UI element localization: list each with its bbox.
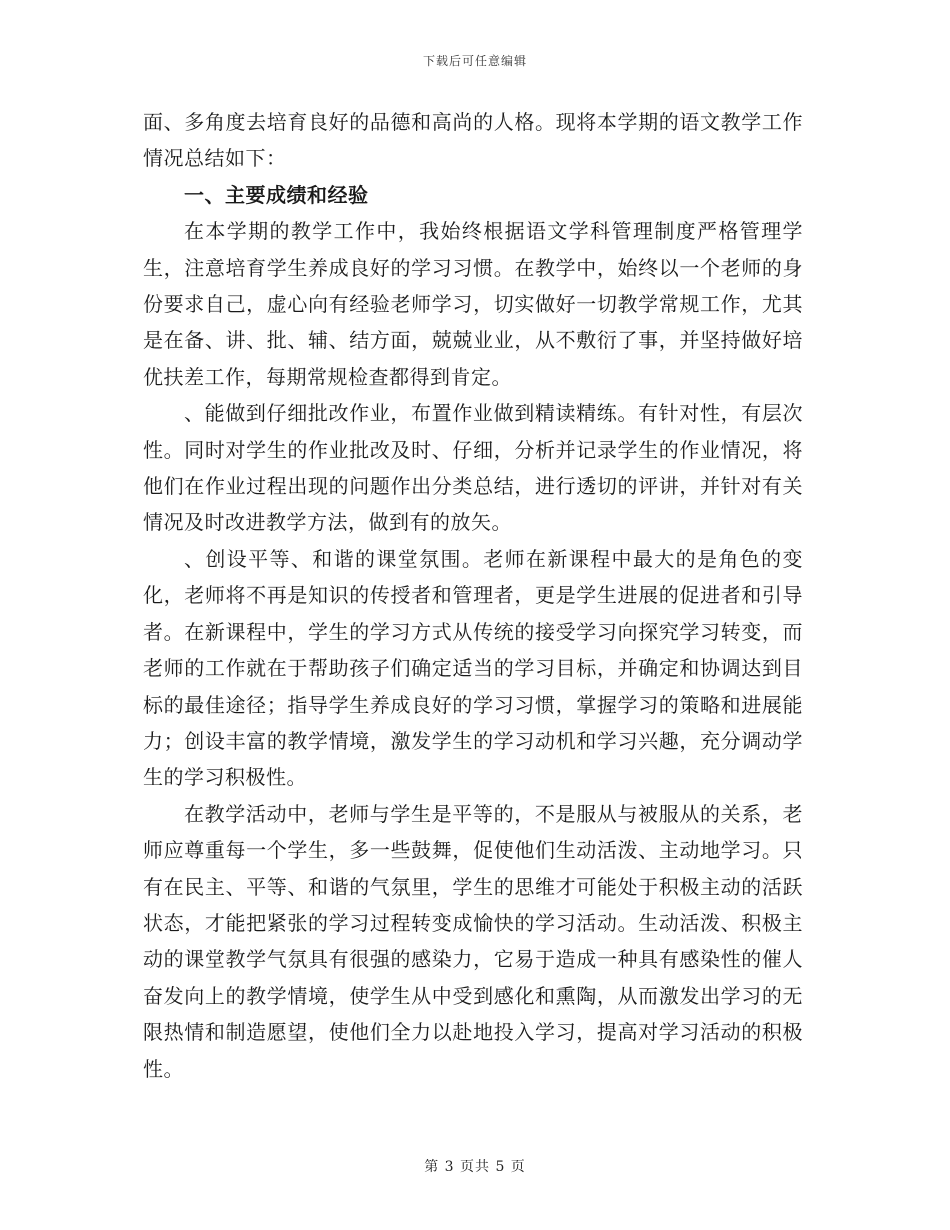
page-footer: 第 3 页共 5 页 [424, 1159, 526, 1175]
paragraph-teaching-work: 在本学期的教学工作中，我始终根据语文学科管理制度严格管理学生，注意培育学生养成良好的学习习惯。在教学中，始终以一个老师的身份要求自己，虚心向有经验老师学习，切实做好一切教学常规工作，尤其是在备、讲、批、辅、结方面，兢兢业业，从不敷衍了事，并坚持做好培优扶差工作，每期常规检查都得到肯定。 [143, 219, 803, 389]
paragraph-classroom-atmosphere: 、创设平等、和谐的课堂氛围。老师在新课程中最大的是角色的变化，老师将不再是知识的传授者和管理者，更是学生进展的促进者和引导者。在新课程中，学生的学习方式从传统的接受学习向探究学习转变，而老师的工作就在于帮助孩子们确定适当的学习目标，并确定和协调达到目标的最佳途径；指导学生养成良好的学习习惯，掌握学习的策略和进展能力；创设丰富的教学情境，激发学生的学习动机和学习兴趣，充分调动学生的学习积极性。 [143, 546, 803, 790]
paragraph-teacher-student-equality: 在教学活动中，老师与学生是平等的，不是服从与被服从的关系，老师应尊重每一个学生，多一些鼓舞，促使他们生动活泼、主动地学习。只有在民主、平等、和谐的气氛里，学生的思维才可能处于积极主动的活跃状态，才能把紧张的学习过程转变成愉快的学习活动。生动活泼、积极主动的课堂教学气氛具有很强的感染力，它易于造成一种具有感染性的催人奋发向上的教学情境，使学生从中受到感化和熏陶，从而激发出学习的无限热情和制造愿望，使他们全力以赴地投入学习，提高对学习活动的积极性。 [143, 801, 803, 1081]
section-heading: 一、主要成绩和经验 [184, 182, 369, 207]
paragraph-homework: 、能做到仔细批改作业，布置作业做到精读精练。有针对性，有层次性。同时对学生的作业批改及时、仔细，分析并记录学生的作业情况，将他们在作业过程出现的问题作出分类总结，进行透切的评讲，并针对有关情况及时改进教学方法，做到有的放矢。 [143, 401, 803, 535]
document-body [143, 104, 803, 1087]
page-header: 下载后可任意编辑 [422, 54, 527, 68]
intro-continuation: 面、多角度去培育良好的品德和高尚的人格。现将本学期的语文教学工作情况总结如下： [143, 110, 803, 171]
